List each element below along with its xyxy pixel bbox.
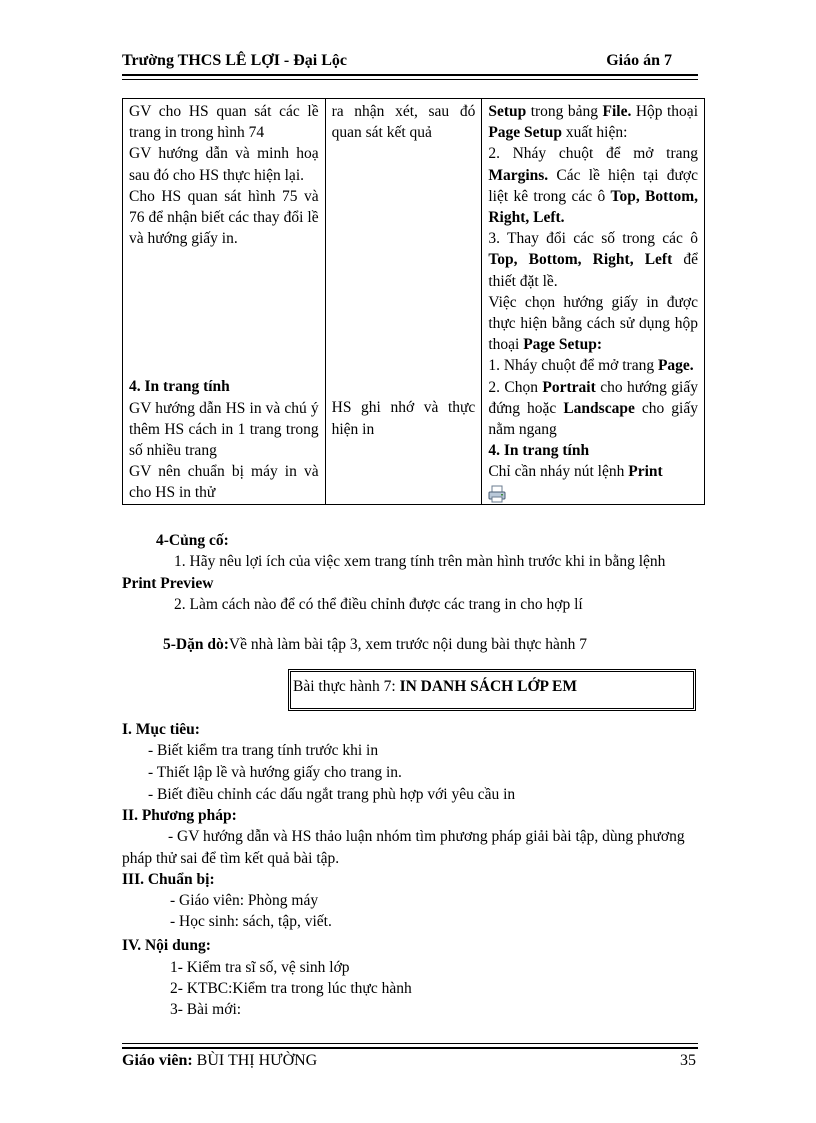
teacher-activity-line: GV hướng dẫn và minh hoạ sau đó cho HS thực hiện lại. bbox=[129, 145, 319, 184]
spacer bbox=[129, 249, 319, 376]
spacer bbox=[332, 143, 476, 397]
content-item: 3- Bài mới: bbox=[170, 1001, 242, 1018]
text-run: 2. Nháy chuột để mở trang bbox=[488, 145, 698, 163]
method-heading: II. Phương pháp: bbox=[122, 807, 237, 824]
method-text: - GV hướng dẫn và HS thảo luận nhóm tìm phương pháp giải bài tập, dùng phương pháp thử sai để tìm kết quả bài tập. bbox=[122, 828, 685, 867]
print-icon bbox=[488, 483, 698, 504]
header-rule-thick bbox=[122, 74, 698, 76]
content-heading: IV. Nội dung: bbox=[122, 937, 211, 954]
text-run: 3. Thay đổi các số trong các ô bbox=[488, 230, 698, 248]
teacher-activity-line: GV cho HS quan sát các lề trang in trong hình 74 bbox=[129, 103, 319, 142]
text-run: trong bảng bbox=[526, 103, 603, 120]
keyword: Top, Bottom, Right, Left. bbox=[488, 187, 698, 227]
text-run: cho hướng giấy đứng hoặc bbox=[488, 378, 698, 417]
prep-heading: III. Chuẩn bị: bbox=[122, 871, 215, 888]
teacher-activity-line: GV hướng dẫn HS in và chú ý thêm HS cách in 1 trang trong số nhiều trang bbox=[129, 399, 319, 460]
text-run: Hộp thoại bbox=[631, 103, 698, 120]
text-run: 1. Nháy chuột để mở trang bbox=[488, 357, 658, 375]
school-name: Trường THCS LÊ LỢI - Đại Lộc bbox=[122, 52, 348, 69]
keyword: Page Setup: bbox=[523, 336, 602, 354]
lesson-title: IN DANH SÁCH LỚP EM bbox=[399, 678, 577, 695]
text-run: xuất hiện: bbox=[561, 124, 628, 142]
keyword: File. bbox=[602, 103, 632, 120]
page-footer bbox=[122, 1052, 698, 1070]
lesson-title-box bbox=[288, 669, 696, 711]
objective-item: - Biết kiểm tra trang tính trước khi in bbox=[148, 742, 379, 759]
keyword: Page Setup bbox=[488, 124, 562, 142]
keyword: Landscape bbox=[563, 399, 635, 417]
content-paragraph bbox=[488, 143, 698, 228]
keyword: Print Preview bbox=[122, 574, 214, 592]
lesson-activity-table bbox=[122, 98, 705, 505]
page-header bbox=[122, 52, 698, 70]
text-run: để thiết đặt lề. bbox=[488, 251, 698, 290]
keyword: Margins. bbox=[488, 166, 549, 184]
homework bbox=[163, 634, 587, 656]
teacher-activity-line: Cho HS quan sát hình 75 và 76 để nhận biết các thay đổi lề và hướng giấy in. bbox=[129, 187, 319, 248]
keyword: Top, Bottom, Right, Left bbox=[488, 251, 673, 269]
teacher-activity-cell bbox=[123, 99, 326, 505]
text-run: cho giấy nằm ngang bbox=[488, 399, 698, 439]
section-heading: 4. In trang tính bbox=[488, 442, 590, 460]
content-paragraph bbox=[488, 228, 698, 292]
content-item: 2- KTBC:Kiểm tra trong lúc thực hành bbox=[170, 980, 412, 997]
content-paragraph bbox=[488, 377, 698, 441]
content-paragraph bbox=[488, 292, 698, 356]
consolidation-question-2: 2. Làm cách nào để có thể điều chỉnh được các trang in cho hợp lí bbox=[174, 596, 583, 613]
keyword: Setup bbox=[488, 103, 527, 120]
text-run: 2. Chọn bbox=[488, 378, 543, 396]
content-cell bbox=[482, 99, 705, 505]
prep-item: - Giáo viên: Phòng máy bbox=[170, 892, 319, 909]
content-item: 1- Kiểm tra sĩ số, vệ sinh lớp bbox=[170, 959, 350, 976]
consolidation-heading: 4-Củng cố: bbox=[156, 532, 229, 549]
student-activity-line: ra nhận xét, sau đó quan sát kết quả bbox=[331, 103, 476, 142]
student-activity-line: HS ghi nhớ và thực hiện in bbox=[331, 399, 476, 438]
teacher-name: BÙI THỊ HƯỜNG bbox=[192, 1052, 318, 1069]
text-run: Các lề hiện tại được liệt kê trong các ô bbox=[488, 166, 698, 205]
lesson-prefix: Bài thực hành 7: bbox=[293, 678, 400, 695]
keyword: Print bbox=[628, 463, 663, 481]
homework-text: Về nhà làm bài tập 3, xem trước nội dung bài thực hành 7 bbox=[228, 636, 588, 653]
student-activity-cell bbox=[325, 99, 482, 505]
section-heading: 4. In trang tính bbox=[129, 378, 230, 396]
footer-rule-thin bbox=[122, 1043, 698, 1044]
consolidation-question-1 bbox=[122, 551, 698, 594]
text-run: Chỉ cần nháy nút lệnh bbox=[488, 463, 629, 481]
subject-label: Giáo án 7 bbox=[606, 52, 672, 69]
content-paragraph bbox=[488, 461, 698, 482]
content-paragraph bbox=[488, 101, 698, 143]
teacher-activity-line: GV nên chuẩn bị máy in và cho HS in thử bbox=[129, 463, 319, 502]
prep-item: - Học sinh: sách, tập, viết. bbox=[170, 913, 332, 930]
teacher-label: Giáo viên: bbox=[122, 1052, 193, 1069]
text-run: 1. Hãy nêu lợi ích của việc xem trang tính trên màn hình trước khi in bằng lệnh bbox=[174, 553, 666, 570]
page-number: 35 bbox=[680, 1052, 696, 1069]
table-row bbox=[123, 99, 705, 505]
content-paragraph bbox=[488, 355, 698, 376]
objective-item: - Biết điều chỉnh các dấu ngắt trang phù hợp với yêu cầu in bbox=[148, 786, 516, 803]
objectives-heading: I. Mục tiêu: bbox=[122, 721, 200, 738]
objective-item: - Thiết lập lề và hướng giấy cho trang in. bbox=[148, 764, 402, 781]
text-run: Việc chọn hướng giấy in được thực hiện bằng cách sử dụng hộp thoại bbox=[488, 293, 698, 354]
keyword: Portrait bbox=[542, 378, 596, 396]
keyword: Page. bbox=[657, 357, 694, 375]
footer-rule-thick bbox=[122, 1047, 698, 1049]
header-rule-thin bbox=[122, 79, 698, 80]
homework-heading: 5-Dặn dò: bbox=[163, 636, 229, 653]
